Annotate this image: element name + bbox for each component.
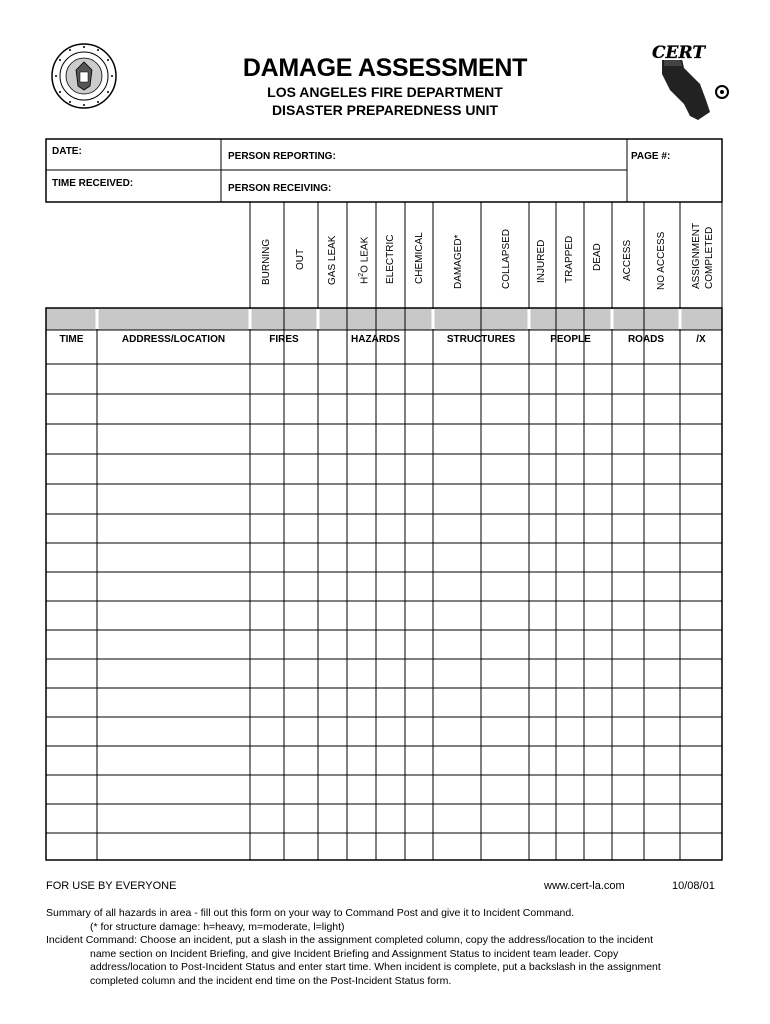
- date-label: DATE:: [52, 146, 82, 157]
- person-reporting-label: PERSON REPORTING:: [228, 151, 336, 162]
- person-receiving-label: PERSON RECEIVING:: [228, 183, 332, 194]
- group-people: PEOPLE: [550, 334, 591, 345]
- group-fires: FIRES: [269, 334, 299, 345]
- col-burning: BURNING: [261, 238, 272, 285]
- col-gas-leak: GAS LEAK: [327, 235, 338, 285]
- footer-date: 10/08/01: [672, 880, 715, 892]
- instructions-line: Summary of all hazards in area - fill out this form on your way to Command Post and give it to Incident Command.: [46, 907, 575, 919]
- instructions-line: address/location to Post-Incident Status and enter start time. When incident is complete, put a backslash in the assignment: [90, 961, 661, 974]
- time-received-label: TIME RECEIVED:: [52, 178, 134, 189]
- instructions: [46, 907, 736, 989]
- group-address: ADDRESS/LOCATION: [121, 334, 226, 345]
- form-title: DAMAGE ASSESSMENT: [242, 54, 528, 82]
- col-chemical: CHEMICAL: [414, 232, 425, 284]
- col-collapsed: COLLAPSED: [501, 228, 512, 289]
- col-completed: COMPLETED: [704, 226, 715, 289]
- col-injured: INJURED: [536, 239, 547, 283]
- col-h2o-leak: $H^2O$ LEAK: [358, 236, 371, 284]
- footer-website: www.cert-la.com: [544, 880, 625, 892]
- instructions-line: (* for structure damage: h=heavy, m=moderate, l=light): [90, 920, 345, 933]
- col-dead: DEAD: [592, 243, 603, 271]
- col-damaged: DAMAGED*: [453, 234, 464, 289]
- col-access: ACCESS: [622, 239, 633, 281]
- col-out: OUT: [295, 248, 306, 270]
- unit-name: DISASTER PREPAREDNESS UNIT: [271, 102, 499, 118]
- footer-audience: FOR USE BY EVERYONE: [46, 880, 177, 892]
- group-time: TIME: [59, 334, 84, 345]
- col-electric: ELECTRIC: [385, 234, 396, 284]
- page-number-label: PAGE #:: [631, 151, 671, 162]
- group-hazards: HAZARDS: [351, 334, 400, 345]
- instructions-line: name section on Incident Briefing, and give Incident Briefing and Assignment Status to incident team leader. Copy: [90, 947, 619, 960]
- col-no-access: NO ACCESS: [656, 231, 667, 290]
- group-roads: ROADS: [627, 334, 665, 345]
- group-structures: STRUCTURES: [446, 334, 516, 345]
- svg-text:CERT: CERT: [652, 43, 705, 63]
- group-assignment: /X: [696, 334, 706, 345]
- instructions-line: completed column and the incident end time on the Post-Incident Status form.: [90, 974, 452, 987]
- organization-name: LOS ANGELES FIRE DEPARTMENT: [267, 84, 503, 100]
- col-assignment: ASSIGNMENT: [691, 222, 702, 289]
- instructions-line: Incident Command: Choose an incident, put a slash in the assignment completed column, copy the address/location to the incident: [46, 934, 654, 947]
- col-trapped: TRAPPED: [564, 235, 575, 283]
